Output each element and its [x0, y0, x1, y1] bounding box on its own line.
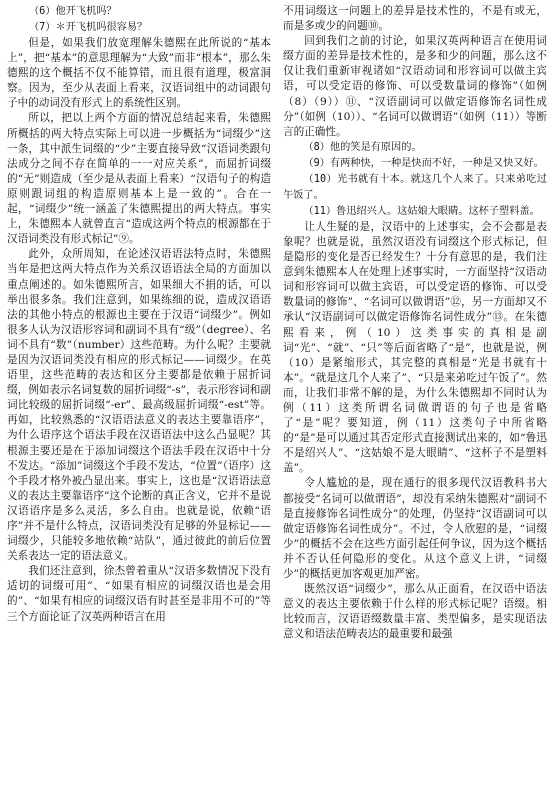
- paragraph-return-discussion: 回到我们之前的讨论，如果汉英两种语言在使用词缀方面的差异是技术性的，是多和少的问题，那么这不仅让我们重新审视诸如“汉语动词和形容词可以做主宾语，可以受定语的修饰、可以受数量词的修饰”（如例（8）（9））⑪、“汉语副词可以做定语修饰名词性成分”（如例（10））、“名词可以做谓语”（如例（11））等断言的正确性。: [283, 35, 547, 138]
- example-6: （6）他开飞机吗？: [29, 6, 117, 17]
- paragraph-embarrassment: 令人尴尬的是，现在通行的很多现代汉语教科书大都接受“名词可以做谓语”，却没有采纳朱德熙对“副词不是直接修饰名词性成分”的处理，仍坚持“汉语副词可以做定语修饰名词性成分”。不过，令人欣慰的是，“词缀少”的概括不会在这些方面引起任何争议，因为这个概括并不否认任何隐形的变化。从这个意义上讲，“词缀少”的概括更加客观更加严密。: [283, 477, 547, 580]
- right-column: [283, 4, 547, 798]
- paragraph-summary-affixes: 所以，把以上两个方面的情况总结起来看，朱德熙所概括的两大特点实际上可以进一步概括为“词缀少”这一条，其中派生词缀的“少”主要直接导致“汉语词类跟句法成分之间不存在简单的一一对应关系”，而屈折词缀的“无”则造成（至少是从表面上看来）“汉语句子的构造原则跟词组的构造原则基本上是一致的”。合在一起，“词缀少”统一涵盖了朱德熙提出的两大特点。事实上，朱德熙本人就曾直言“造成这两个特点的根源都在于汉语词类没有形式标记”⑨。: [7, 112, 271, 246]
- paragraph-xu-jie: 我们还注意到，徐杰曾着重从“汉语多数情况下没有适切的词缀可用”、“如果有相应的词缀汉语也是会用的”、“如果有相应的词缀汉语有时甚至是非用不可的”等三个方面论证了汉英两种语言在用: [7, 565, 271, 623]
- example-11: （11）鲁迅绍兴人。这姑娘大眼睛。这杯子塑料盖。: [303, 205, 540, 217]
- paragraph-other-features: 此外，众所周知，在论述汉语语法特点时，朱德熙当年是把这两大特点作为关系汉语语法全局的方面加以重点阐述的。如朱德熙所言，如果细大不捐的话，可以举出很多条。我们注意到，如果练细的说，造成汉语语法的其他小特点的根源也主要在于汉语“词缀少”。例如很多人认为汉语形容词和副词不具有“级”（degree）、名词不具有“数”（number）这些范畴。为什么呢？主要就是因为汉语词类没有相应的形式标记——词缀少。在英语里，这些范畴的表达和区分主要都是依赖于屈折词缀，例如表示名词复数的屈折词缀“-s”，表示形容词和副词比较级的屈折词缀“-er”、最高级屈折词缀“-est”等。再如，比较熟悉的“汉语语法意义的表达主要靠语序”，为什么语序这个语法手段在汉语语法中这么凸显呢？其根源主要还是在于添加词缀这个语法手段在汉语中十分不发达。“添加”词缀这个手段不发达，“位置”（语序）这个手段才格外被凸显出来。事实上，这也是“汉语语法意义的表达主要靠语序”这个论断的真正含义，它并不是说汉语语序是多么灵活，多么自由。也就是说，依赖“语序”并不是什么特点，汉语词类没有足够的外显标记——词缀少，只能较多地依赖“站队”，通过彼此的前后位置关系表达一定的语法意义。: [7, 248, 271, 563]
- example-8: （8）他的笑是有原因的。: [303, 141, 422, 153]
- example-9: （9）有两种快，一种是快而不好，一种是又快又好。: [303, 157, 544, 169]
- paragraph-basic-understanding: 但是，如果我们放宽理解朱德熙在此所说的“基本上”，把“基本”的意思理解为“大致”而非“根本”，那么朱德熙的这个概括不仅不能算错，而且很有道理，极富洞察。因为，至少从表面上看来，汉语词组中的动词跟句子中的动词没有形式上的系统性区别。: [7, 37, 271, 110]
- paragraph-continuation: 不用词缀这一问题上的差异是技术性的，不是有或无，而是多或少的问题⑩。: [283, 5, 547, 33]
- example-7: （7）＊开飞机吗很容易？: [29, 22, 148, 33]
- paragraph-suspicion: 让人生疑的是，汉语中的上述事实，会不会都是表象呢？也就是说，虽然汉语没有词缀这个形式标记，但是隐形的变化是否已经发生？十分有意思的是，我们注意到朱德熙本人在处理上述事实时，一方面坚持“汉语动词和形容词可以做主宾语，可以受定语的修饰、可以受数量词的修饰”、“名词可以做谓语”⑫，另一方面却又不承认“汉语副词可以做定语修饰名词性成分”⑬。在朱德熙看来，例（10）这类事实的真相是副词“光”、“就”、“只”等后面省略了“是”，也就是说，例（10）是紧缩形式，其完整的真相是“光是书就有十本”。“就是这几个人来了”、“只是来弟吃过午饭了”。然而，让我们非常不解的是，为什么朱德熙却不同时认为例（11）这类所谓名词做谓语的句子也是省略了“是”呢？要知道，例（11）这类句子中所省略的“是”是可以通过其否定形式直接测试出来的，如“鲁迅不是绍兴人”、“这姑娘不是大眼睛”、“这杯子不是塑料盖”。: [283, 220, 547, 475]
- paragraph-affix-few: 既然汉语“词缀少”，那么从正面看，在汉语中语法意义的表达主要依赖于什么样的形式标记呢？语缀。相比较而言，汉语语缀数量丰富、类型偏多，是实现语法意义和语法范畴表达的最重要和最强: [283, 583, 547, 641]
- example-10: （10）光书就有十本。就这几个人来了。只来弟吃过午饭了。: [283, 173, 547, 201]
- left-column: [7, 4, 271, 798]
